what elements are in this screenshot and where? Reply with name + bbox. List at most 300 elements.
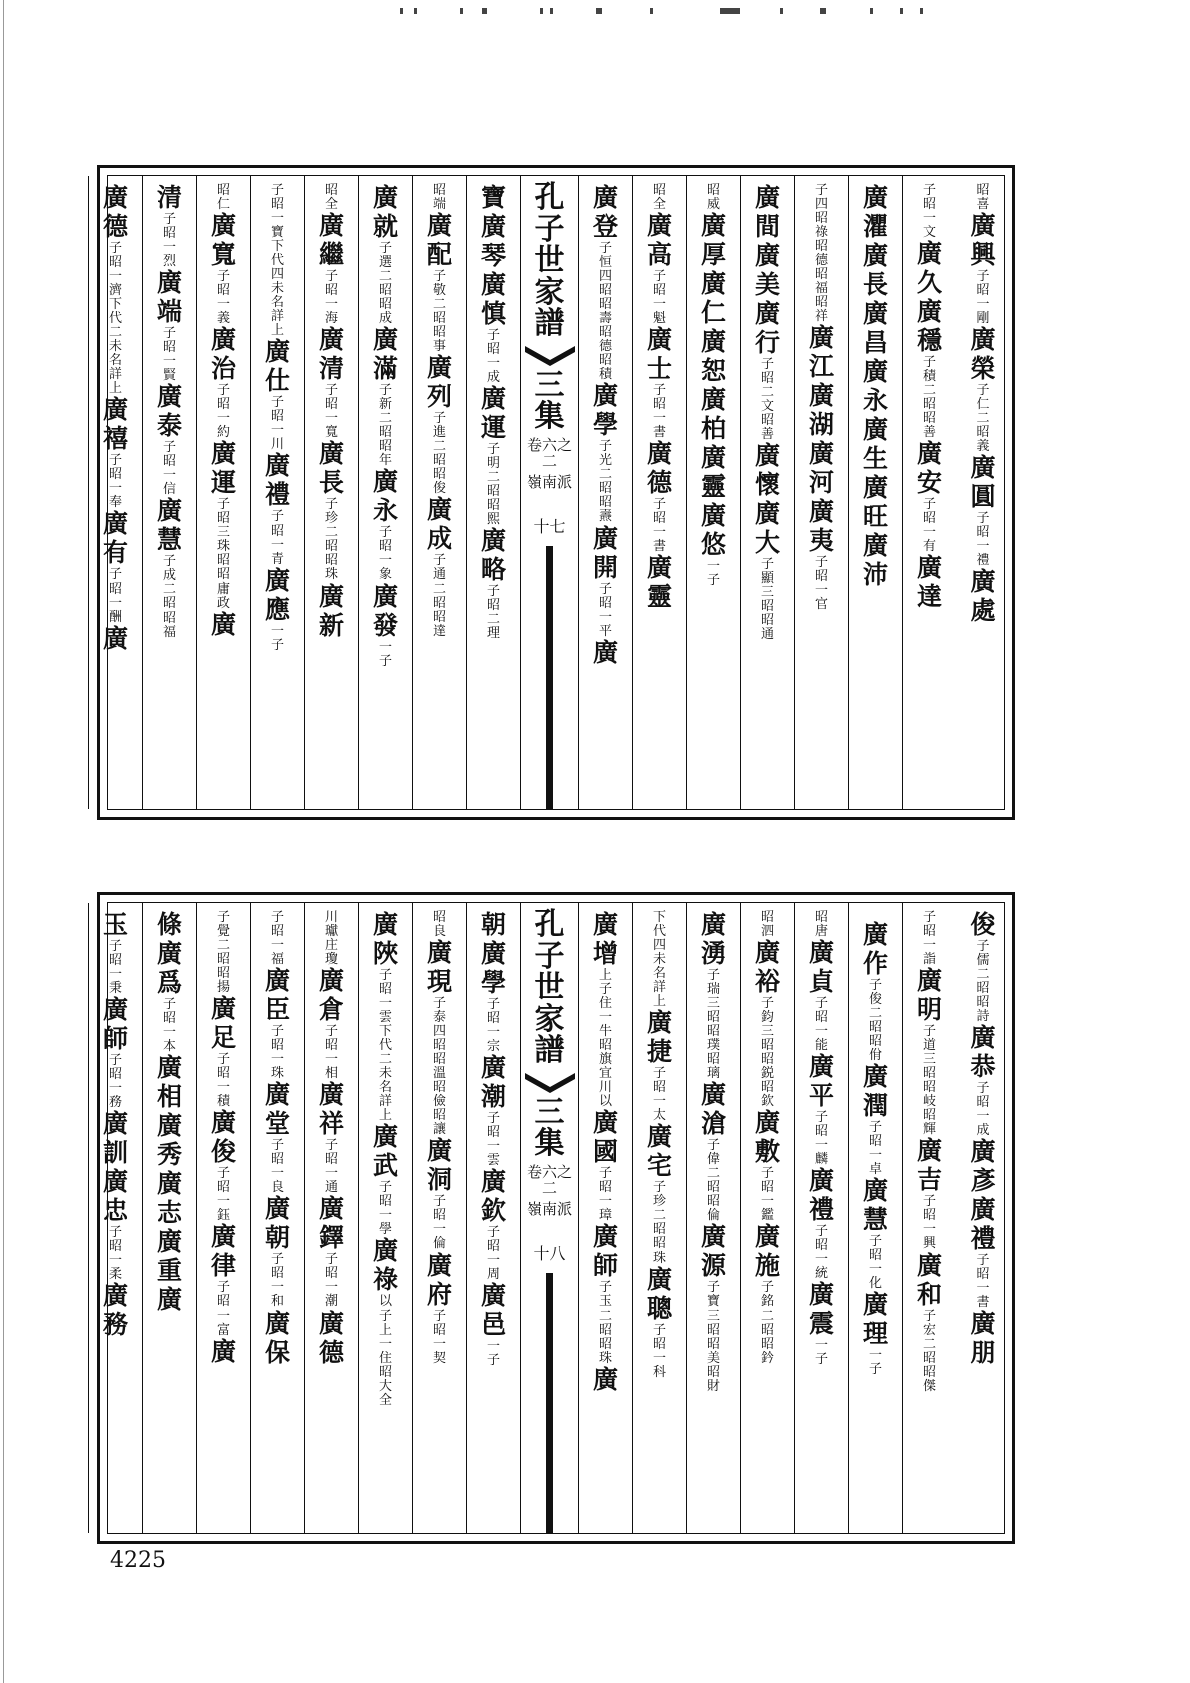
- person-name-char: 應: [264, 594, 290, 624]
- note-char: 約: [216, 425, 230, 441]
- person-name-char: 祥: [318, 1109, 344, 1139]
- note-char: 川: [270, 437, 284, 453]
- person-name-char: 灈: [862, 212, 888, 241]
- note-char: 仁: [976, 397, 990, 413]
- note-char: 子: [108, 453, 122, 469]
- person-name-char: 玉: [102, 910, 128, 939]
- note-char: 海: [324, 311, 338, 327]
- note-char: 明: [486, 456, 500, 472]
- note-char: 倫: [706, 1208, 720, 1224]
- person-name-char: 廣: [210, 211, 236, 241]
- note-char: 昭: [760, 1052, 774, 1068]
- note-char: 青: [270, 551, 284, 567]
- note-char: 昭: [378, 283, 392, 299]
- person-name-char: 廣: [754, 938, 780, 968]
- person-name-char: 廣: [318, 1080, 344, 1110]
- person-name-char: 廣: [700, 443, 726, 473]
- person-name-char: 廣: [808, 1280, 834, 1310]
- note-char: 瓛: [324, 924, 338, 940]
- note-char: 子: [108, 241, 122, 256]
- note-char: 昭: [814, 267, 828, 283]
- note-char: 子: [108, 567, 122, 583]
- note-char: 和: [270, 1294, 284, 1310]
- note-char: 珠: [324, 567, 338, 583]
- note-char: 二: [378, 1052, 392, 1068]
- note-char: 昭: [486, 598, 500, 614]
- note-char: 義: [216, 311, 230, 327]
- person-name-char: 廣: [754, 183, 780, 212]
- person-name-char: 間: [754, 212, 780, 241]
- note-char: 子: [270, 1138, 284, 1154]
- person-name-char: 高: [646, 240, 672, 270]
- note-char: 子: [598, 241, 612, 256]
- person-name-char: 廣: [646, 439, 672, 469]
- note-char: 昭: [216, 283, 230, 299]
- person-name-char: 成: [426, 524, 452, 554]
- person-name-char: 廣: [916, 439, 942, 469]
- person-name-char: 廣: [264, 966, 290, 996]
- note-char: 子: [814, 1352, 828, 1368]
- person-name-char: 師: [592, 1251, 618, 1281]
- person-name-char: 保: [264, 1337, 290, 1367]
- person-name-char: 旺: [862, 502, 888, 531]
- note-char: 相: [324, 1066, 338, 1082]
- note-char: 賢: [162, 368, 176, 384]
- note-char: 一: [216, 1308, 230, 1324]
- note-char: 代: [108, 311, 122, 327]
- person-name-char: 廣: [808, 1052, 834, 1082]
- person-name-char: 廣: [210, 439, 236, 469]
- note-char: 昭: [108, 1239, 122, 1255]
- note-char: 濟: [108, 283, 122, 299]
- spine-column: [520, 176, 578, 809]
- juan-label: 卷六之二: [526, 1162, 572, 1197]
- person-name-char: 震: [808, 1309, 834, 1339]
- note-char: 積: [598, 367, 612, 383]
- genealogy-column: [304, 176, 358, 809]
- note-char: 周: [486, 1267, 500, 1283]
- note-char: 一: [162, 468, 176, 484]
- note-char: 子: [162, 326, 176, 342]
- person-name-char: 祿: [372, 1265, 398, 1295]
- note-char: 二: [760, 385, 774, 401]
- note-char: 詣: [922, 952, 936, 968]
- note-char: 牛: [598, 1024, 612, 1040]
- note-char: 美: [706, 1350, 720, 1366]
- genealogy-column: [956, 176, 1010, 809]
- note-char: 一: [922, 1222, 936, 1238]
- person-name-char: 廣: [480, 212, 506, 241]
- note-char: 名: [270, 295, 284, 311]
- person-name-char: 廣: [862, 241, 888, 270]
- note-char: 敬: [432, 283, 446, 299]
- person-name-char: 廣: [372, 1122, 398, 1152]
- note-char: 能: [814, 1038, 828, 1054]
- note-char: 四: [598, 269, 612, 285]
- person-name-char: 廣: [862, 1062, 888, 1092]
- note-char: 二: [598, 467, 612, 483]
- note-char: 昭: [922, 411, 936, 427]
- person-name-char: 作: [862, 949, 888, 978]
- note-char: 太: [652, 1108, 666, 1124]
- person-name-char: 廣: [318, 966, 344, 996]
- note-char: 子: [378, 653, 392, 669]
- person-name-char: 廣: [318, 211, 344, 241]
- note-char: 子: [216, 1166, 230, 1182]
- genealogy-column: [358, 176, 412, 809]
- person-name-char: 就: [372, 212, 398, 241]
- note-char: 昭: [108, 1067, 122, 1083]
- note-char: 下: [108, 297, 122, 313]
- note-char: 新: [378, 397, 392, 413]
- note-char: 通: [324, 1180, 338, 1196]
- note-char: 一: [270, 938, 284, 954]
- note-char: 積: [216, 1094, 230, 1110]
- note-char: 鈺: [216, 1208, 230, 1224]
- person-name-char: 倉: [318, 995, 344, 1025]
- note-char: 上: [378, 1108, 392, 1124]
- note-char: 昭: [216, 511, 230, 527]
- note-char: 一: [270, 623, 284, 639]
- person-name-char: 繼: [318, 240, 344, 270]
- note-char: 昭: [432, 325, 446, 341]
- note-char: 子: [378, 525, 392, 541]
- note-char: 一: [324, 411, 338, 427]
- note-char: 一: [760, 1194, 774, 1210]
- genealogy-column: [686, 176, 740, 809]
- note-char: 一: [108, 1081, 122, 1097]
- note-char: 二: [378, 269, 392, 285]
- person-name-char: 廣: [210, 1336, 236, 1366]
- note-char: 名: [378, 1080, 392, 1096]
- note-char: 昭: [868, 1034, 882, 1050]
- note-char: 一: [486, 1253, 500, 1269]
- note-char: 二: [324, 525, 338, 541]
- note-char: 成: [486, 370, 500, 386]
- note-char: 魁: [652, 311, 666, 327]
- genealogy-column: [578, 903, 632, 1533]
- note-char: 子: [922, 1024, 936, 1040]
- genealogy-column: [578, 176, 632, 809]
- note-char: 未: [378, 1066, 392, 1082]
- note-char: 全: [324, 197, 338, 213]
- note-char: 俊: [868, 992, 882, 1008]
- note-char: 一: [162, 240, 176, 256]
- note-char: 昭: [486, 1239, 500, 1255]
- note-char: 泰: [432, 1010, 446, 1026]
- person-name-char: 廣: [480, 1053, 506, 1083]
- note-char: 一: [270, 423, 284, 439]
- note-char: 年: [378, 453, 392, 469]
- note-char: 住: [598, 996, 612, 1012]
- note-char: 子: [486, 584, 500, 600]
- person-name-char: 廣: [808, 381, 834, 411]
- person-name-char: 爲: [156, 968, 182, 997]
- note-char: 子: [922, 183, 936, 198]
- note-char: 有: [922, 539, 936, 555]
- person-name-char: 廣: [156, 382, 182, 412]
- note-char: 官: [814, 597, 828, 613]
- note-char: 象: [378, 567, 392, 583]
- note-char: 一: [652, 1094, 666, 1110]
- genealogy-page-18: [97, 892, 1015, 1544]
- note-char: 昭: [378, 1194, 392, 1210]
- person-name-char: 廣: [426, 495, 452, 525]
- note-char: 瓊: [324, 952, 338, 968]
- person-name-char: 長: [862, 270, 888, 299]
- note-char: 一: [922, 211, 936, 227]
- genealogy-page-17: [97, 165, 1015, 820]
- note-char: 子: [216, 269, 230, 285]
- note-char: 仁: [216, 197, 230, 213]
- note-char: 覺: [216, 924, 230, 940]
- note-char: 四: [270, 267, 284, 283]
- note-char: 子: [486, 1353, 500, 1369]
- note-char: 三: [706, 996, 720, 1012]
- note-char: 下: [652, 910, 666, 925]
- person-name-char: 廣: [102, 1109, 128, 1139]
- person-name-char: 廣: [264, 1194, 290, 1224]
- note-char: 學: [378, 1222, 392, 1238]
- person-name-char: 廣: [862, 415, 888, 444]
- genealogy-column: [466, 903, 520, 1533]
- note-char: 光: [598, 453, 612, 469]
- note-char: 科: [652, 1364, 666, 1380]
- note-char: 德: [814, 253, 828, 269]
- genealogy-column: [412, 903, 466, 1533]
- note-char: 一: [378, 996, 392, 1012]
- note-char: 二: [976, 411, 990, 427]
- person-name-char: 列: [426, 382, 452, 412]
- note-char: 昭: [270, 1152, 284, 1168]
- person-name-char: 治: [210, 354, 236, 384]
- note-char: 三: [706, 1308, 720, 1324]
- note-char: 昭: [706, 1180, 720, 1196]
- note-char: 昭: [162, 340, 176, 356]
- note-char: 一: [324, 1052, 338, 1068]
- note-char: 一: [706, 559, 720, 575]
- person-name-char: 廣: [970, 1309, 996, 1339]
- person-name-char: 廣: [426, 353, 452, 383]
- note-char: 昭: [378, 425, 392, 441]
- note-char: 全: [378, 1392, 392, 1408]
- note-char: 昭: [976, 525, 990, 541]
- person-name-char: 發: [372, 610, 398, 640]
- note-char: 禮: [976, 553, 990, 569]
- note-char: 昭: [922, 1208, 936, 1224]
- note-char: 福: [270, 952, 284, 968]
- note-char: 子: [760, 996, 774, 1012]
- note-char: 福: [814, 281, 828, 297]
- note-char: 子: [922, 355, 936, 371]
- person-name-char: 捷: [646, 1037, 672, 1067]
- note-char: 昭: [652, 511, 666, 527]
- note-char: 子: [760, 1166, 774, 1182]
- person-name-char: 廣: [646, 1264, 672, 1294]
- note-char: 昭: [922, 1350, 936, 1366]
- note-char: 子: [324, 1024, 338, 1040]
- note-char: 昭: [324, 183, 338, 198]
- person-name-char: 廣: [862, 299, 888, 328]
- note-char: 進: [432, 425, 446, 441]
- note-char: 四: [652, 938, 666, 954]
- note-char: 本: [162, 1039, 176, 1055]
- note-char: 昭: [976, 1095, 990, 1111]
- note-char: 子: [378, 1308, 392, 1324]
- note-char: 昭: [868, 1248, 882, 1264]
- note-char: 詳: [270, 309, 284, 325]
- note-char: 一: [486, 1339, 500, 1355]
- person-name-char: 廣: [970, 1137, 996, 1167]
- note-char: 子: [378, 1180, 392, 1196]
- note-char: 昭: [652, 1236, 666, 1252]
- note-char: 奉: [108, 495, 122, 511]
- note-char: 子: [976, 269, 990, 285]
- person-name-char: 增: [592, 939, 618, 968]
- note-char: 一: [432, 1336, 446, 1352]
- person-name-char: 寶: [480, 183, 506, 212]
- spine-bar: [546, 1273, 553, 1533]
- person-name-char: 廣: [808, 323, 834, 353]
- note-char: 二: [378, 411, 392, 427]
- note-char: 子: [706, 968, 720, 983]
- note-char: 昭: [868, 1020, 882, 1036]
- note-char: 昭: [760, 1180, 774, 1196]
- person-name-char: 寬: [210, 240, 236, 270]
- note-char: 一: [652, 297, 666, 313]
- note-char: 昭: [652, 183, 666, 198]
- note-char: 玉: [598, 1294, 612, 1310]
- note-char: 昭: [270, 409, 284, 425]
- note-char: 全: [652, 197, 666, 213]
- note-char: 子: [922, 1308, 936, 1324]
- note-char: 子: [976, 1081, 990, 1097]
- note-char: 庸: [216, 581, 230, 597]
- note-char: 昭: [432, 595, 446, 611]
- note-char: 昭: [760, 613, 774, 629]
- note-char: 昭: [706, 1024, 720, 1040]
- note-char: 昭: [922, 924, 936, 940]
- person-name-char: 恕: [700, 356, 726, 386]
- note-char: 子: [814, 996, 828, 1012]
- person-name-char: 長: [318, 468, 344, 498]
- person-name-char: 清: [318, 354, 344, 384]
- note-char: 璞: [706, 1038, 720, 1054]
- leaf-page-number: 十八: [533, 1244, 566, 1263]
- note-char: 佾: [868, 1048, 882, 1064]
- person-name-char: 廣: [754, 1108, 780, 1138]
- note-char: 二: [162, 582, 176, 598]
- person-name-char: 廣: [862, 920, 888, 949]
- note-char: 子: [324, 1138, 338, 1154]
- branch-label: 嶺南派: [526, 1199, 572, 1218]
- person-name-char: 運: [480, 413, 506, 443]
- note-char: 一: [486, 1139, 500, 1155]
- person-name-char: 廣: [916, 239, 942, 269]
- note-char: 下: [378, 1024, 392, 1040]
- fishtail-mark-icon: [523, 344, 577, 366]
- note-char: 昭: [814, 295, 828, 311]
- person-name-char: 廣: [970, 211, 996, 241]
- person-name-char: 泰: [156, 411, 182, 441]
- note-char: 子: [976, 383, 990, 399]
- note-char: 昭: [270, 924, 284, 940]
- person-name-char: 永: [862, 386, 888, 415]
- note-char: 昭: [486, 1125, 500, 1141]
- note-char: 子: [378, 383, 392, 399]
- note-char: 平: [598, 623, 612, 639]
- note-char: 子: [652, 269, 666, 285]
- person-name-char: 廣: [646, 553, 672, 583]
- note-char: 子: [706, 1138, 720, 1154]
- person-name-char: 廣: [426, 938, 452, 968]
- person-name-char: 圓: [970, 482, 996, 512]
- person-name-char: 廣: [700, 501, 726, 531]
- note-char: 昭: [598, 1180, 612, 1196]
- note-char: 柔: [108, 1267, 122, 1283]
- note-char: 子: [760, 1280, 774, 1296]
- person-name-char: 廣: [862, 531, 888, 560]
- note-char: 昭: [814, 239, 828, 255]
- person-name-char: 學: [592, 410, 618, 440]
- person-name-char: 琴: [480, 241, 506, 270]
- note-char: 子: [108, 1053, 122, 1069]
- note-char: 一: [270, 537, 284, 553]
- note-char: 昭: [706, 183, 720, 198]
- note-char: 子: [162, 212, 176, 227]
- person-name-char: 堂: [264, 1109, 290, 1139]
- person-name-char: 廣: [808, 1166, 834, 1196]
- person-name-char: 廣: [102, 395, 128, 425]
- note-char: 昭: [216, 1294, 230, 1310]
- genealogy-column: [740, 176, 794, 809]
- note-char: 一: [216, 1080, 230, 1096]
- note-char: 昭: [162, 454, 176, 470]
- note-char: 昭: [432, 1038, 446, 1054]
- note-char: 子: [598, 1166, 612, 1182]
- person-name-char: 廣: [156, 1227, 182, 1257]
- person-name-char: 忠: [102, 1196, 128, 1226]
- note-char: 珠: [652, 1250, 666, 1266]
- person-name-char: 廣: [372, 1236, 398, 1266]
- note-char: 子: [432, 411, 446, 427]
- person-name-char: 廣: [210, 609, 236, 639]
- genealogy-column: [902, 176, 956, 809]
- note-char: 昭: [760, 1336, 774, 1352]
- note-char: 詳: [108, 367, 122, 383]
- note-char: 詳: [652, 980, 666, 996]
- note-char: 子: [652, 497, 666, 513]
- note-char: 璃: [706, 1066, 720, 1082]
- note-char: 子: [432, 553, 446, 569]
- genealogy-column: [794, 903, 848, 1533]
- person-name-char: 江: [808, 352, 834, 382]
- note-char: 子: [270, 395, 284, 411]
- note-char: 昭: [922, 1066, 936, 1082]
- person-name-char: 廣: [970, 1023, 996, 1053]
- person-name-char: 仕: [264, 366, 290, 396]
- note-char: 鋭: [760, 1066, 774, 1082]
- person-name-char: 廣: [102, 1281, 128, 1311]
- note-char: 一: [216, 297, 230, 313]
- note-char: 福: [162, 624, 176, 640]
- person-name-char: 廣: [916, 966, 942, 996]
- note-char: 子: [324, 1252, 338, 1268]
- note-char: 四: [432, 1024, 446, 1040]
- note-char: 一: [652, 525, 666, 541]
- note-char: 昭: [324, 539, 338, 555]
- person-name-char: 條: [156, 910, 182, 939]
